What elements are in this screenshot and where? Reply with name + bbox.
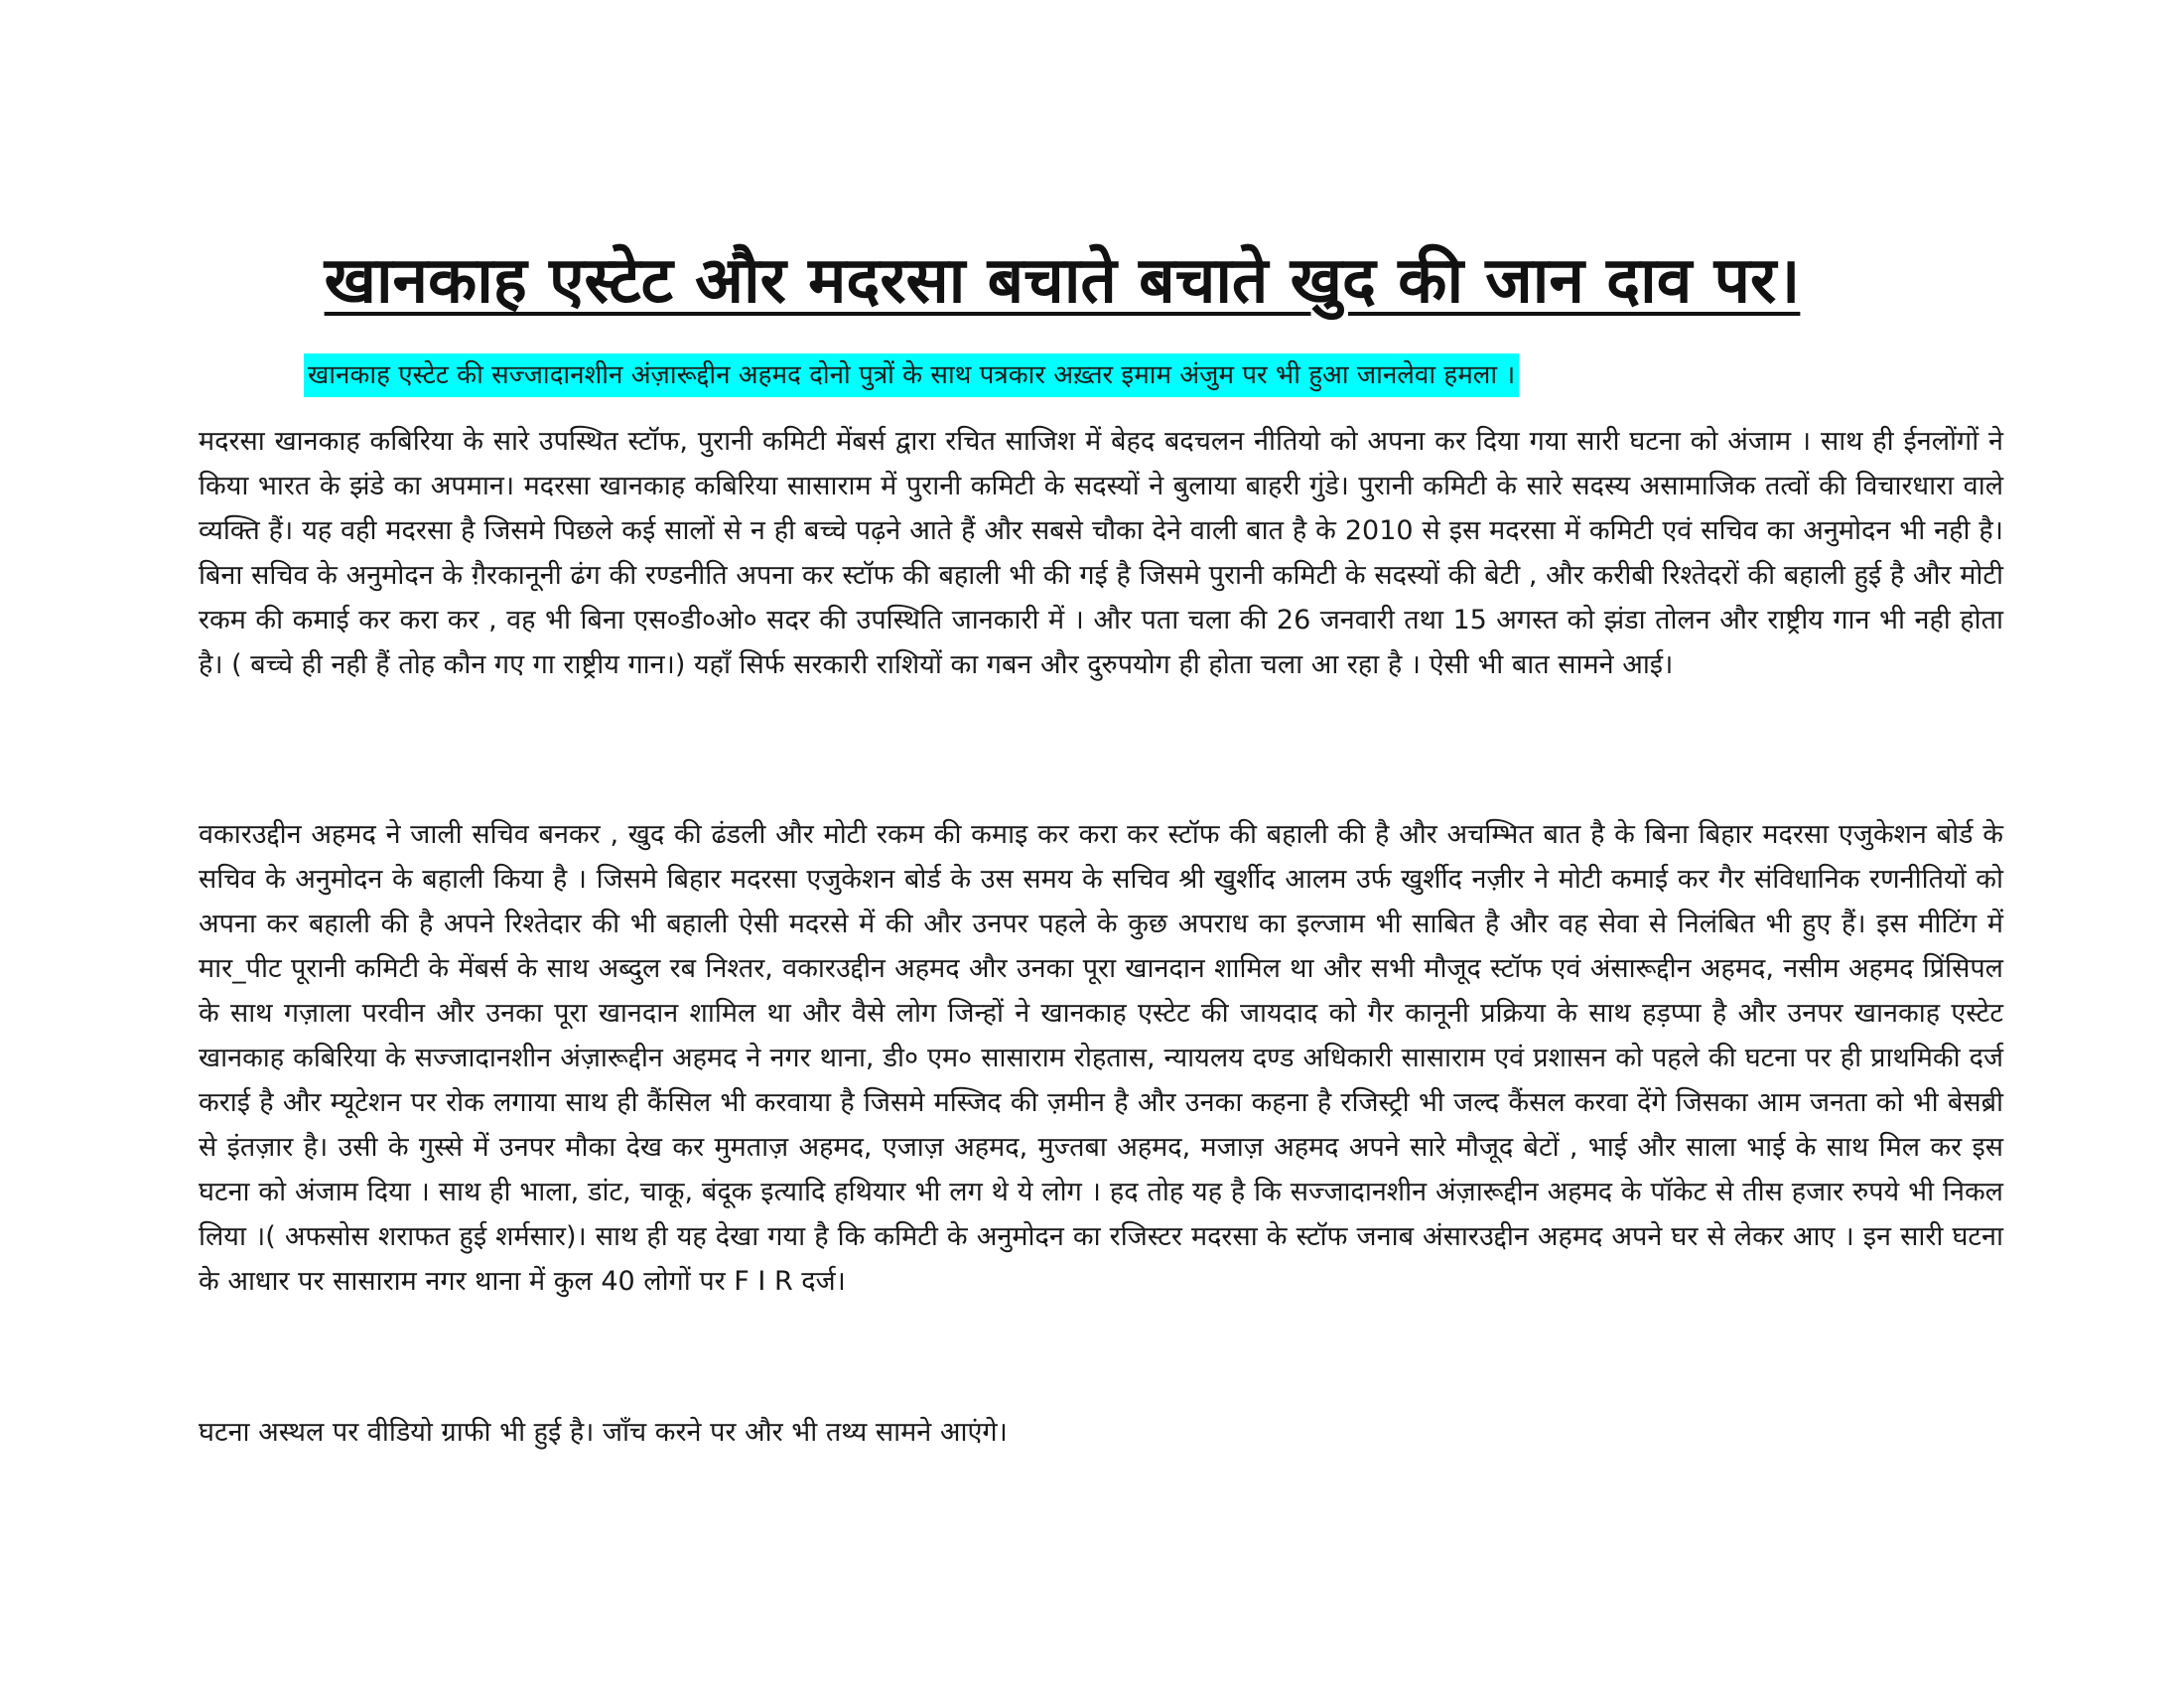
subtitle-container bbox=[304, 353, 1783, 397]
paragraph-2: वकारउद्दीन अहमद ने जाली सचिव बनकर , खुद की ढंडली और मोटी रकम की कमाइ कर करा कर स्टॉफ की बहाली की है और अचम्भित बात है के बिना बिहार मदरसा एजुकेशन बोर्ड के सचिव के अनुमोदन के बहाली किया है । जिसमे बिहार मदरसा एजुकेशन बोर्ड के उस समय के सचिव श्री खुर्शीद आलम उर्फ खुर्शीद नज़ीर ने मोटी कमाई कर गैर संविधानिक रणनीतियों को अपना कर बहाली की है अपने रिश्तेदार की भी बहाली ऐसी मदरसे में की और उनपर पहले के कुछ अपराध का इल्जाम भी साबित है और वह सेवा से निलंबित भी हुए हैं। इस मीटिंग में मार_पीट पूरानी कमिटी के मेंबर्स के साथ अब्दुल रब निश्तर, वकारउद्दीन अहमद और उनका पूरा खानदान शामिल था और सभी मौजूद स्टॉफ एवं अंसारूद्दीन अहमद, नसीम अहमद प्रिंसिपल के साथ गज़ाला परवीन और उनका पूरा खानदान शामिल था और वैसे लोग जिन्हों ने खानकाह एस्टेट की जायदाद को गैर कानूनी प्रक्रिया के साथ हड़प्पा है और उनपर खानकाह एस्टेट खानकाह कबिरिया के सज्जादानशीन अंज़ारूद्दीन अहमद ने नगर थाना, डी० एम० सासाराम रोहतास, न्यायलय दण्ड अधिकारी सासाराम एवं प्रशासन को पहले की घटना पर ही प्राथमिकी दर्ज कराई है और म्यूटेशन पर रोक लगाया साथ ही कैंसिल भी करवाया है जिसमे मस्जिद की ज़मीन है और उनका कहना है रजिस्ट्री भी जल्द कैंसल करवा देंगे जिसका आम जनता को भी बेसब्री से इंतज़ार है। उसी के गुस्से में उनपर मौका देख कर मुमताज़ अहमद, एजाज़ अहमद, मुज्तबा अहमद, मजाज़ अहमद अपने सारे मौजूद बेटों , भाई और साला भाई के साथ मिल कर इस घटना को अंजाम दिया । साथ ही भाला, डांट, चाकू, बंदूक इत्यादि हथियार भी लग थे ये लोग । हद तोह यह है कि सज्जादानशीन अंज़ारूद्दीन अहमद के पॉकेट से तीस हजार रुपये भी निकल लिया ।( अफसोस शराफत हुई शर्मसार)। साथ ही यह देखा गया है कि कमिटी के अनुमोदन का रजिस्टर मदरसा के स्टॉफ जनाब अंसारउद्दीन अहमद अपने घर से लेकर आए । इन सारी घटना के आधार पर सासाराम नगर थाना में कुल 40 लोगों पर F I R दर्ज। bbox=[199, 819, 2003, 1297]
headline: खानकाह एस्टेट और मदरसा बचाते बचाते खुद की जान दाव पर। bbox=[324, 244, 1801, 318]
paragraph-3: घटना अस्थल पर वीडियो ग्राफी भी हुई है। जाँच करने पर और भी तथ्य सामने आएंगे। bbox=[199, 1417, 1008, 1448]
subtitle-highlight: खानकाह एस्टेट की सज्जादानशीन अंज़ारूद्दीन अहमद दोनो पुत्रों के साथ पत्रकार अख़्तर इमाम अंजुम पर भी हुआ जानलेवा हमला । bbox=[304, 353, 1519, 397]
paragraph-1: मदरसा खानकाह कबिरिया के सारे उपस्थित स्टॉफ, पुरानी कमिटी मेंबर्स द्वारा रचित साजिश में बेहद बदचलन नीतियो को अपना कर दिया गया सारी घटना को अंजाम । साथ ही ईनलोंगों ने किया भारत के झंडे का अपमान। मदरसा खानकाह कबिरिया सासाराम में पुरानी कमिटी के सदस्यों ने बुलाया बाहरी गुंडे। पुरानी कमिटी के सारे सदस्य असामाजिक तत्वों की विचारधारा वाले व्यक्ति हैं। यह वही मदरसा है जिसमे पिछले कई सालों से न ही बच्चे पढ़ने आते हैं और सबसे चौका देने वाली बात है के 2010 से इस मदरसा में कमिटी एवं सचिव का अनुमोदन भी नही है। बिना सचिव के अनुमोदन के ग़ैरकानूनी ढंग की रण्डनीति अपना कर स्टॉफ की बहाली भी की गई है जिसमे पुरानी कमिटी के सदस्यों की बेटी , और करीबी रिश्तेदरों की बहाली हुई है और मोटी रकम की कमाई कर करा कर , वह भी बिना एस०डी०ओ० सदर की उपस्थिति जानकारी में । और पता चला की 26 जनवारी तथा 15 अगस्त को झंडा तोलन और राष्ट्रीय गान भी नही होता है। ( बच्चे ही नही हैं तोह कौन गए गा राष्ट्रीय गान।) यहाँ सिर्फ सरकारी राशियों का गबन और दुरुपयोग ही होता चला आ रहा है । ऐसी भी बात सामने आई। bbox=[199, 426, 2003, 680]
